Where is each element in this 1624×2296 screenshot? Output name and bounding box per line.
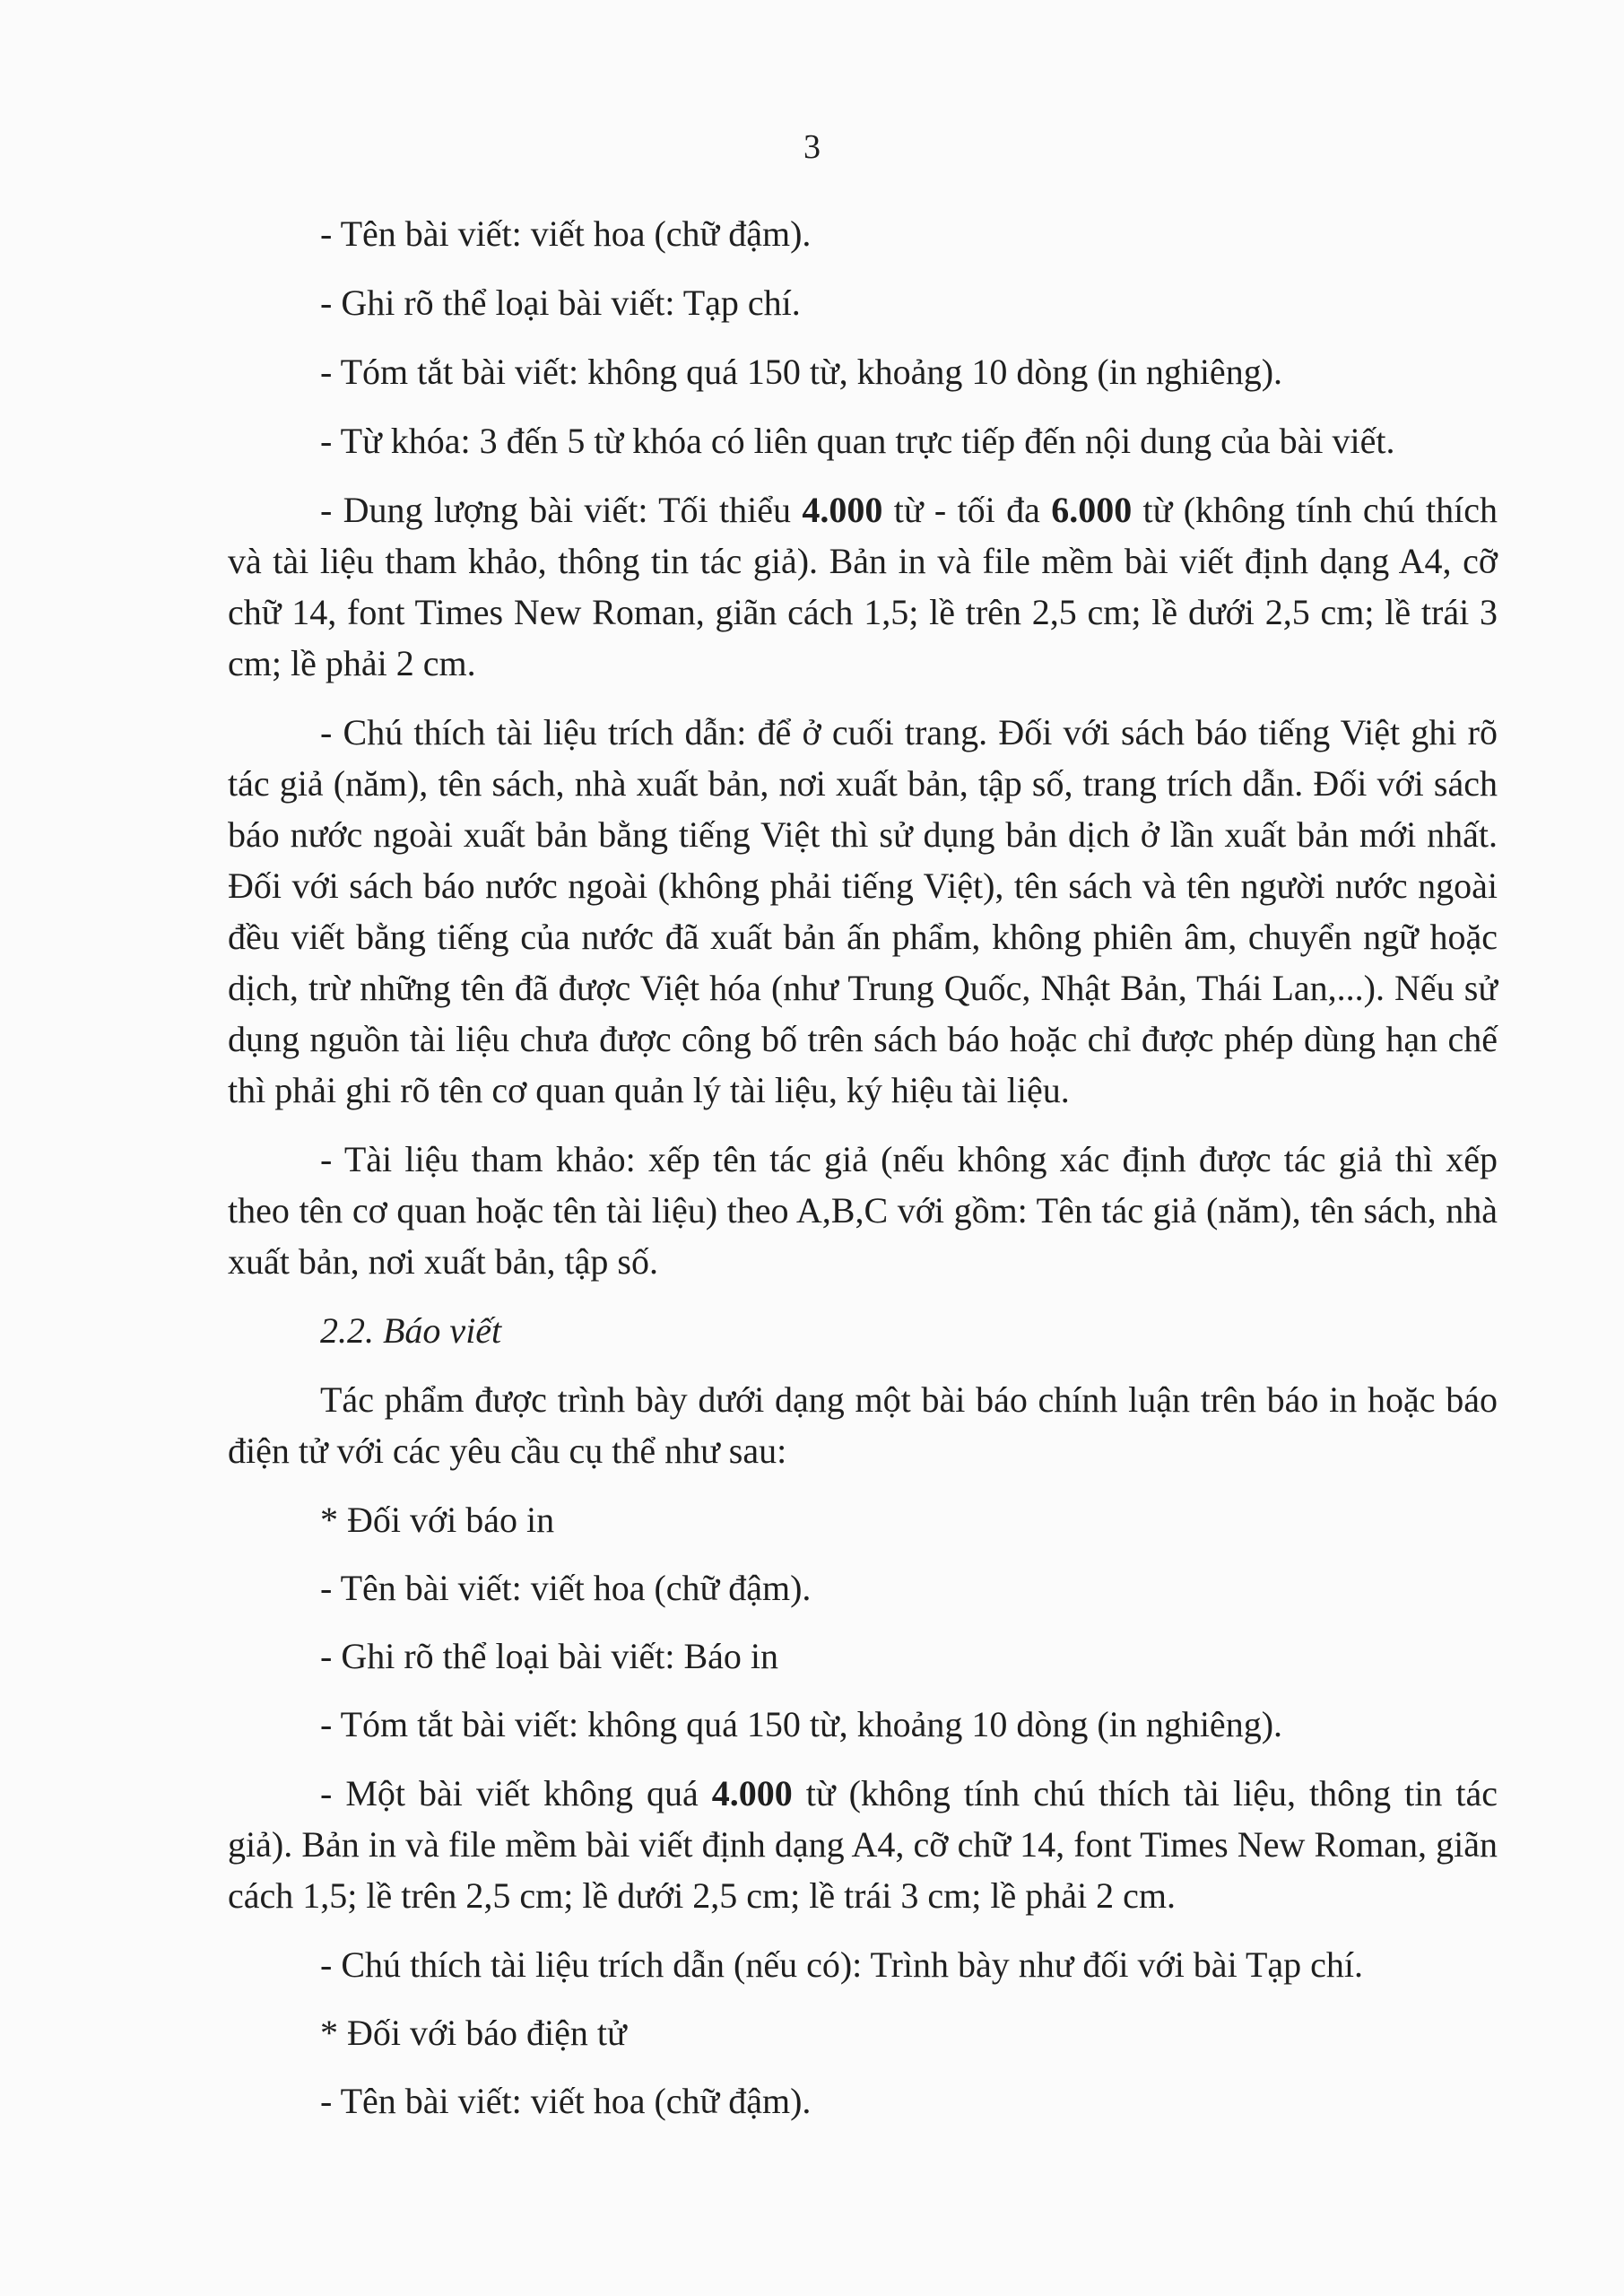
page-number: 3	[803, 128, 821, 166]
subheading-bao-dien-tu: * Đối với báo điện tử	[320, 2013, 627, 2053]
paragraph-title-rule: - Tên bài viết: viết hoa (chữ đậm).	[320, 213, 812, 254]
paragraph-keywords-rule: - Từ khóa: 3 đến 5 từ khóa có liên quan trực tiếp đến nội dung của bài viết.	[320, 421, 1395, 461]
length-min-words: 4.000	[802, 490, 883, 530]
paragraph-bao-dien-tu-title-rule: - Tên bài viết: viết hoa (chữ đậm).	[320, 2081, 812, 2121]
length-max-words: 6.000	[1051, 490, 1133, 530]
paragraph-citation-rule: - Chú thích tài liệu trích dẫn: để ở cuối trang. Đối với sách báo tiếng Việt ghi rõ tác giả (năm), tên sách, nhà xuất bản, nơi xuất bản, tập số, trang trích dẫn. Đối với sách báo nước ngoài xuất bản bằng tiếng Việt thì sử dụng bản dịch ở lần xuất bản mới nhất. Đối với sách báo nước ngoài (không phải tiếng Việt), tên sách và tên người nước ngoài đều viết bằng tiếng của nước đã xuất bản ấn phẩm, không phiên âm, chuyển ngữ hoặc dịch, trừ những tên đã được Việt hóa (như Trung Quốc, Nhật Bản, Thái Lan,...). Nếu sử dụng nguồn tài liệu chưa được công bố trên sách báo hoặc chỉ được phép dùng hạn chế thì phải ghi rõ tên cơ quan quản lý tài liệu, ký hiệu tài liệu.	[228, 712, 1498, 1110]
paragraph-summary-rule: - Tóm tắt bài viết: không quá 150 từ, khoảng 10 dòng (in nghiêng).	[320, 352, 1283, 392]
document-body	[228, 208, 1498, 2144]
paragraph-bao-in-title-rule: - Tên bài viết: viết hoa (chữ đậm).	[320, 1568, 812, 1608]
bao-in-length-text-c: từ (không tính chú thích tài liệu, thông tin tác giả). Bản in và file mềm bài viết định dạng A4, cỡ chữ 14, font Times New Roman, giãn cách 1,5; lề trên 2,5 cm; lề dưới 2,5 cm; lề trái 3 cm; lề phải 2 cm.	[228, 1773, 1498, 1916]
paragraph-bao-viet-intro: Tác phẩm được trình bày dưới dạng một bài báo chính luận trên báo in hoặc báo điện tử với các yêu cầu cụ thể như sau:	[228, 1379, 1498, 1471]
subheading-bao-in: * Đối với báo in	[320, 1500, 555, 1540]
paragraph-bao-in-genre-rule: - Ghi rõ thể loại bài viết: Báo in	[320, 1636, 778, 1676]
bao-in-max-words: 4.000	[711, 1773, 793, 1813]
paragraph-references-rule: - Tài liệu tham khảo: xếp tên tác giả (nếu không xác định được tác giả thì xếp theo tên cơ quan hoặc tên tài liệu) theo A,B,C với gồm: Tên tác giả (năm), tên sách, nhà xuất bản, nơi xuất bản, tập số.	[228, 1139, 1498, 1282]
paragraph-length-rule	[228, 484, 1498, 689]
length-text-e: từ (không tính chú thích và tài liệu tham khảo, thông tin tác giả). Bản in và file mềm bài viết định dạng A4, cỡ chữ 14, font Times New Roman, giãn cách 1,5; lề trên 2,5 cm; lề dưới 2,5 cm; lề trái 3 cm; lề phải 2 cm.	[228, 490, 1498, 683]
paragraph-genre-rule: - Ghi rõ thể loại bài viết: Tạp chí.	[320, 283, 801, 323]
bao-in-length-text-a: - Một bài viết không quá	[320, 1773, 712, 1813]
paragraph-bao-in-citation-rule: - Chú thích tài liệu trích dẫn (nếu có): Trình bày như đối với bài Tạp chí.	[320, 1944, 1364, 1985]
section-heading-bao-viet: 2.2. Báo viết	[320, 1310, 502, 1351]
length-text-c: từ - tối đa	[882, 490, 1052, 530]
paragraph-bao-in-summary-rule: - Tóm tắt bài viết: không quá 150 từ, khoảng 10 dòng (in nghiêng).	[320, 1704, 1283, 1744]
length-text-a: - Dung lượng bài viết: Tối thiểu	[320, 490, 803, 530]
paragraph-bao-in-length-rule	[228, 1768, 1498, 1921]
